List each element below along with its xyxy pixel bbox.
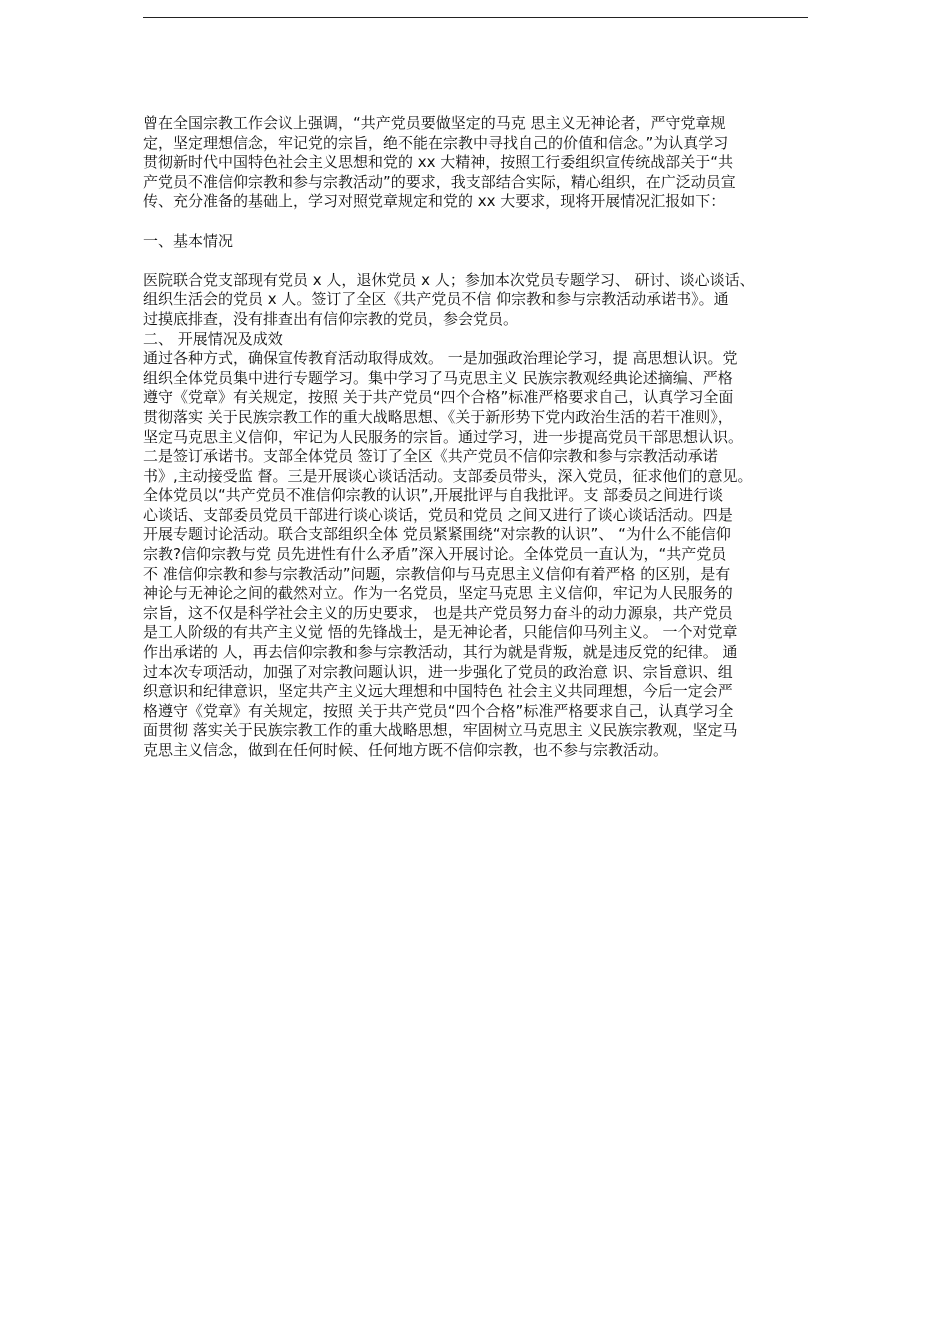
paragraph-line: 面贯彻 落实关于民族宗教工作的重大战略思想，牢固树立马克思主 义民族宗教观，坚定马 [143, 721, 738, 740]
paragraph-line: 克思主义信念，做到在任何时候、任何地方既不信仰宗教，也不参与宗教活动。 [143, 741, 669, 759]
paragraph-line: 宗教?信仰宗教与党 员先进性有什么矛盾”深入开展讨论。全体党员一直认为，“共产党员 [143, 545, 727, 564]
intro-line: 曾在全国宗教工作会议上强调，“共产党员要做坚定的马克 思主义无神论者，严守党章规 [143, 114, 726, 132]
paragraph-line: 神论与无神论之间的截然对立。作为一名党员，坚定马克思 主义信仰，牢记为人民服务的 [143, 584, 733, 603]
paragraph-line: 格遵守《党章》有关规定，按照 关于共产党员“四个合格”标准严格要求自己，认真学习全 [143, 701, 734, 720]
paragraph-line: 遵守《党章》有关规定，按照 关于共产党员“四个合格”标准严格要求自己，认真学习全面 [143, 388, 734, 407]
intro-line: 传、充分准备的基础上，学习对照党章规定和党的 xx 大要求，现将开展情况汇报如下： [143, 192, 726, 211]
intro-line: 贯彻新时代中国特色社会主义思想和党的 xx 大精神，按照工行委组织宣传统战部关于“共 [143, 153, 734, 172]
paragraph-line: 不 准信仰宗教和参与宗教活动”问题，宗教信仰与马克思主义信仰有着严格 的区别，是有 [143, 564, 731, 583]
spacer [143, 251, 815, 271]
spacer [143, 212, 815, 232]
paragraph-line: 是工人阶级的有共产主义觉 悟的先锋战士，是无神论者，只能信仰马列主义。 一个对党章 [143, 623, 738, 642]
paragraph-line: 心谈话、支部委员党员干部进行谈心谈话，党员和党员 之间又进行了谈心谈话活动。四是 [143, 505, 733, 524]
paragraph-line: 医院联合党支部现有党员 x 人，退休党员 x 人；参加本次党员专题学习、 研讨、谈心谈话、 [143, 270, 755, 289]
header-rule [143, 17, 808, 18]
paragraph-line: 通过各种方式，确保宣传教育活动取得成效。 一是加强政治理论学习，提 高思想认识。党 [143, 349, 738, 368]
paragraph-line: 作出承诺的 人，再去信仰宗教和参与宗教活动，其行为就是背叛，就是违反党的纪律。 通 [143, 643, 738, 662]
paragraph-line: 过本次专项活动，加强了对宗教问题认识，进一步强化了党员的政治意 识、宗旨意识、组 [143, 662, 733, 681]
paragraph-line: 开展专题讨论活动。联合支部组织全体 党员紧紧围绕“对宗教的认识”、 “为什么不能信仰 [143, 525, 731, 544]
intro-line: 产党员不准信仰宗教和参与宗教活动”的要求，我支部结合实际，精心组织，在广泛动员宣 [143, 172, 736, 191]
section-basic-paragraph [143, 271, 815, 330]
paragraph-line: 坚定马克思主义信仰，牢记为人民服务的宗旨。通过学习，进一步提高党员干部思想认识。 [143, 427, 744, 446]
paragraph-line: 组织生活会的党员 x 人。签订了全区《共产党员不信 仰宗教和参与宗教活动承诺书》。通 [143, 290, 729, 309]
section-heading-basic: 一、基本情况 [143, 231, 234, 250]
intro-paragraph [143, 114, 815, 212]
document-body [143, 114, 815, 761]
paragraph-line: 过摸底排查，没有排查出有信仰宗教的党员，参会党员。 [143, 309, 519, 328]
paragraph-line: 组织全体党员集中进行专题学习。集中学习了马克思主义 民族宗教观经典论述摘编、严格 [143, 368, 733, 387]
paragraph-line: 全体党员以“共产党员不准信仰宗教的认识”,开展批评与自我批评。支 部委员之间进行谈 [143, 486, 724, 505]
paragraph-line: 宗旨，这不仅是科学社会主义的历史要求， 也是共产党员努力奋斗的动力源泉，共产党员 [143, 603, 733, 622]
paragraph-line: 二是签订承诺书。支部全体党员 签订了全区《共产党员不信仰宗教和参与宗教活动承诺 [143, 447, 718, 466]
paragraph-line: 织意识和纪律意识，坚定共产主义远大理想和中国特色 社会主义共同理想，今后一定会严 [143, 682, 733, 701]
intro-line: 定，坚定理想信念，牢记党的宗旨，绝不能在宗教中寻找自己的价值和信念。”为认真学习 [143, 133, 729, 152]
paragraph-line: 贯彻落实 关于民族宗教工作的重大战略思想、《关于新形势下党内政治生活的若干准则》， [143, 407, 733, 426]
paragraph-line: 书》,主动接受监 督。三是开展谈心谈话活动。支部委员带头，深入党员，征求他们的意见。 [143, 466, 753, 485]
section-progress-paragraph [143, 349, 815, 760]
section-heading-progress: 二、 开展情况及成效 [143, 329, 283, 348]
